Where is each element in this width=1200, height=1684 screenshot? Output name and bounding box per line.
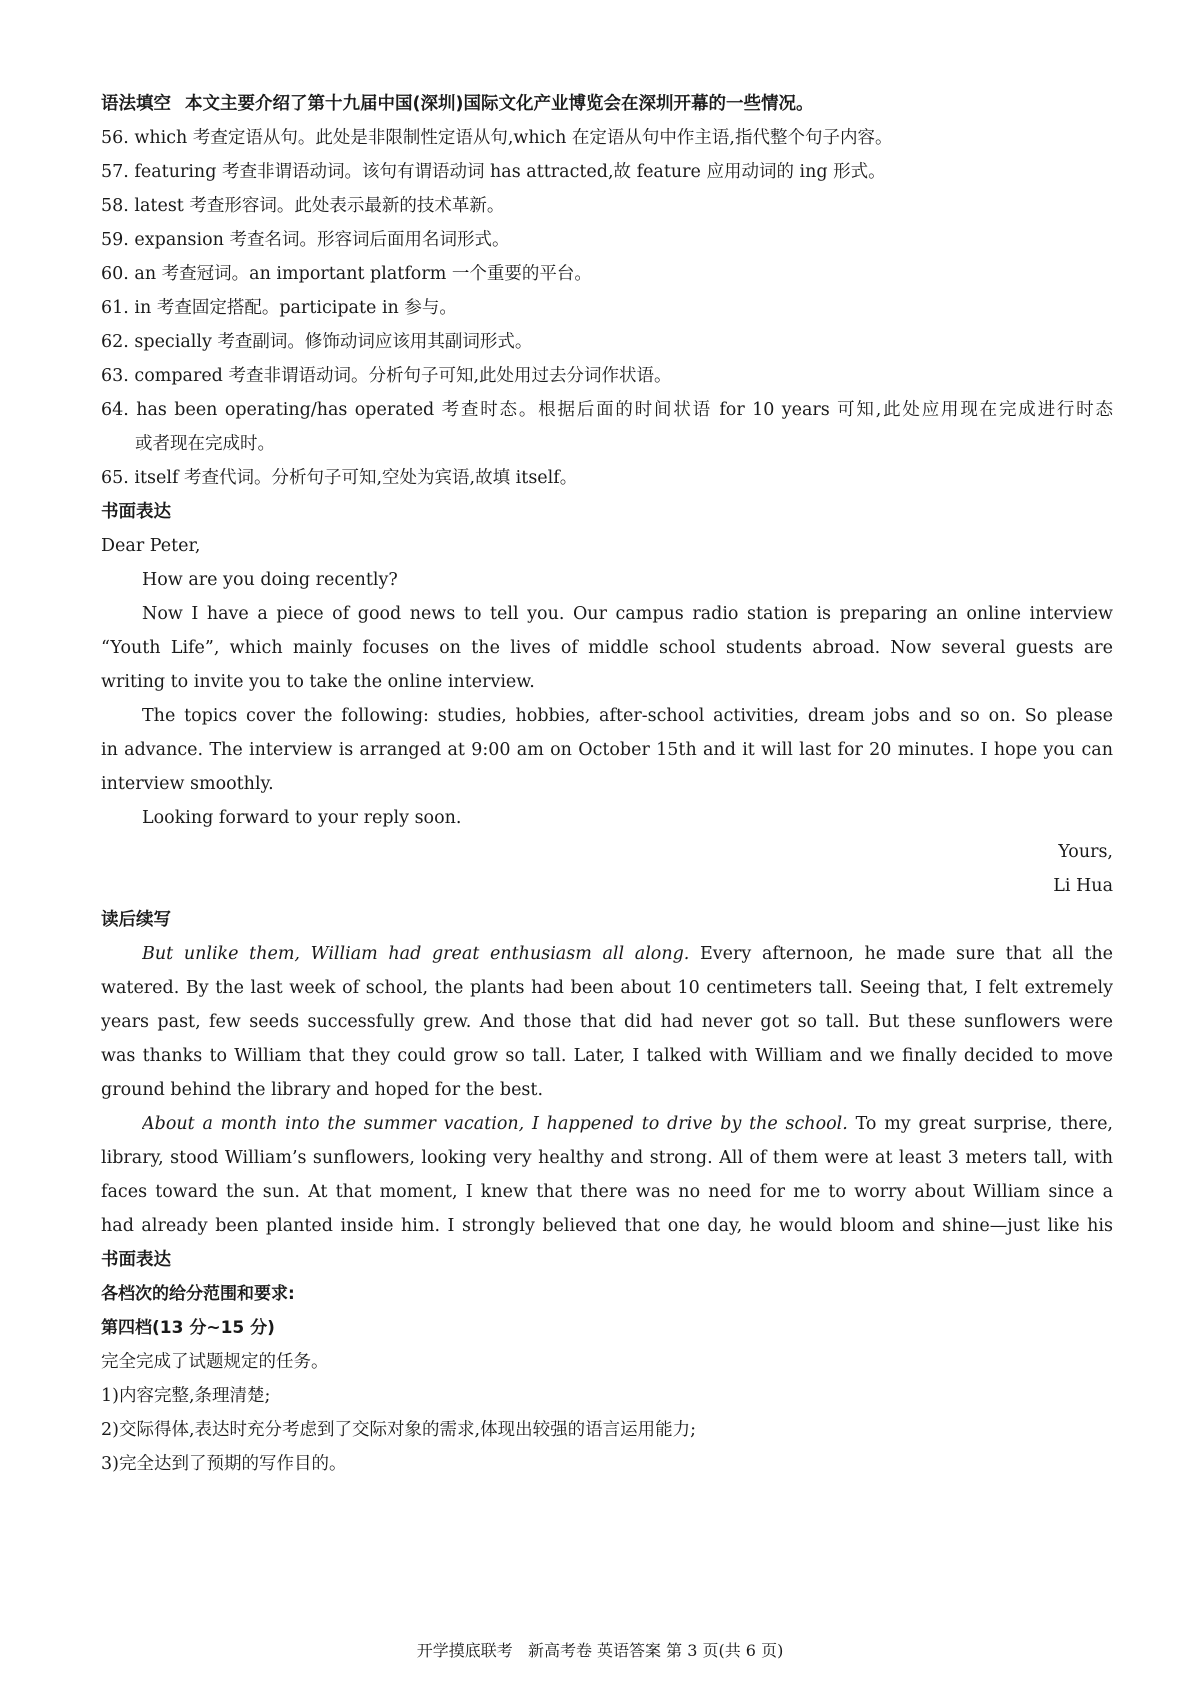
continuation-line: years past, few seeds successfully grew. And those that did had never got so tall. But these sunflowers were — [101, 1012, 1113, 1032]
continuation-p1-first — [142, 942, 1113, 966]
page-footer — [0, 1640, 1200, 1662]
grammar-item-64: 64. has been operating/has operated 考查时态。根据后面的时间状语 for 10 years 可知,此处应用现在完成进行时态 — [101, 400, 1113, 420]
letter-line: The topics cover the following: studies, hobbies, after-school activities, dream jobs and so on. So please — [142, 706, 1113, 726]
continuation-p1-lead: But unlike them, William had great enthusiasm all along. — [142, 944, 690, 964]
scoring-line: 完全完成了试题规定的任务。 — [101, 1352, 329, 1372]
scoring-subtitle: 各档次的给分范围和要求: — [101, 1284, 295, 1304]
writing-heading: 书面表达 — [101, 502, 171, 522]
grammar-item-59: 59. expansion 考查名词。形容词后面用名词形式。 — [101, 230, 510, 250]
continuation-line: faces toward the sun. At that moment, I knew that there was no need for me to worry about William since a — [101, 1182, 1113, 1202]
grammar-item-61: 61. in 考查固定搭配。participate in 参与。 — [101, 298, 457, 318]
scoring-line: 2)交际得体,表达时充分考虑到了交际对象的需求,体现出较强的语言运用能力; — [101, 1420, 696, 1440]
letter-line: Now I have a piece of good news to tell you. Our campus radio station is preparing an online interview — [142, 604, 1113, 624]
letter-line: in advance. The interview is arranged at 9:00 am on October 15th and it will last for 20 minutes. I hope you can — [101, 740, 1113, 760]
grammar-summary: 本文主要介绍了第十九届中国(深圳)国际文化产业博览会在深圳开幕的一些情况。 — [185, 94, 814, 114]
letter-line: How are you doing recently? — [142, 570, 398, 590]
grammar-item-58: 58. latest 考查形容词。此处表示最新的技术革新。 — [101, 196, 505, 216]
scoring-line: 3)完全达到了预期的写作目的。 — [101, 1454, 347, 1474]
continuation-heading: 读后续写 — [101, 910, 171, 930]
letter-signature: Li Hua — [1053, 876, 1113, 896]
scoring-level: 第四档(13 分~15 分) — [101, 1318, 275, 1338]
grammar-item-62: 62. specially 考查副词。修饰动词应该用其副词形式。 — [101, 332, 533, 352]
footer-text: 开学摸底联考 新高考卷 英语答案 第 3 页(共 6 页) — [416, 1641, 784, 1660]
continuation-line: had already been planted inside him. I strongly believed that one day, he would bloom and shine—just like his — [101, 1216, 1113, 1236]
continuation-p2-first — [142, 1112, 1113, 1136]
continuation-line: watered. By the last week of school, the plants had been about 10 centimeters tall. Seeing that, I felt extremely — [101, 978, 1113, 998]
continuation-line: was thanks to William that they could grow so tall. Later, I talked with William and we finally decided to move — [101, 1046, 1113, 1066]
continuation-p2-text: To my great surprise, there, — [855, 1114, 1113, 1134]
grammar-item-60: 60. an 考查冠词。an important platform 一个重要的平台。 — [101, 264, 592, 284]
grammar-item-57: 57. featuring 考查非谓语动词。该句有谓语动词 has attracted,故 feature 应用动词的 ing 形式。 — [101, 162, 886, 182]
continuation-p2-lead: About a month into the summer vacation, I happened to drive by the school. — [142, 1114, 848, 1134]
grammar-item-56: 56. which 考查定语从句。此处是非限制性定语从句,which 在定语从句中作主语,指代整个句子内容。 — [101, 128, 893, 148]
scoring-heading: 书面表达 — [101, 1250, 171, 1270]
grammar-heading — [101, 92, 1113, 116]
grammar-item-63: 63. compared 考查非谓语动词。分析句子可知,此处用过去分词作状语。 — [101, 366, 672, 386]
letter-line: writing to invite you to take the online interview. — [101, 672, 535, 692]
grammar-item-65: 65. itself 考查代词。分析句子可知,空处为宾语,故填 itself。 — [101, 468, 578, 488]
letter-line: “Youth Life”, which mainly focuses on the lives of middle school students abroad. Now several guests are — [101, 638, 1113, 658]
continuation-line: library, stood William’s sunflowers, looking very healthy and strong. All of them were at least 3 meters tall, with — [101, 1148, 1113, 1168]
scoring-line: 1)内容完整,条理清楚; — [101, 1386, 271, 1406]
letter-closing: Yours, — [1058, 842, 1113, 862]
grammar-title: 语法填空 — [101, 94, 171, 114]
grammar-item-64-cont: 或者现在完成时。 — [135, 434, 275, 454]
continuation-p1-text: Every afternoon, he made sure that all the — [700, 944, 1113, 964]
continuation-line: ground behind the library and hoped for the best. — [101, 1080, 544, 1100]
letter-line: interview smoothly. — [101, 774, 274, 794]
letter-salutation: Dear Peter, — [101, 536, 201, 556]
letter-line: Looking forward to your reply soon. — [142, 808, 462, 828]
